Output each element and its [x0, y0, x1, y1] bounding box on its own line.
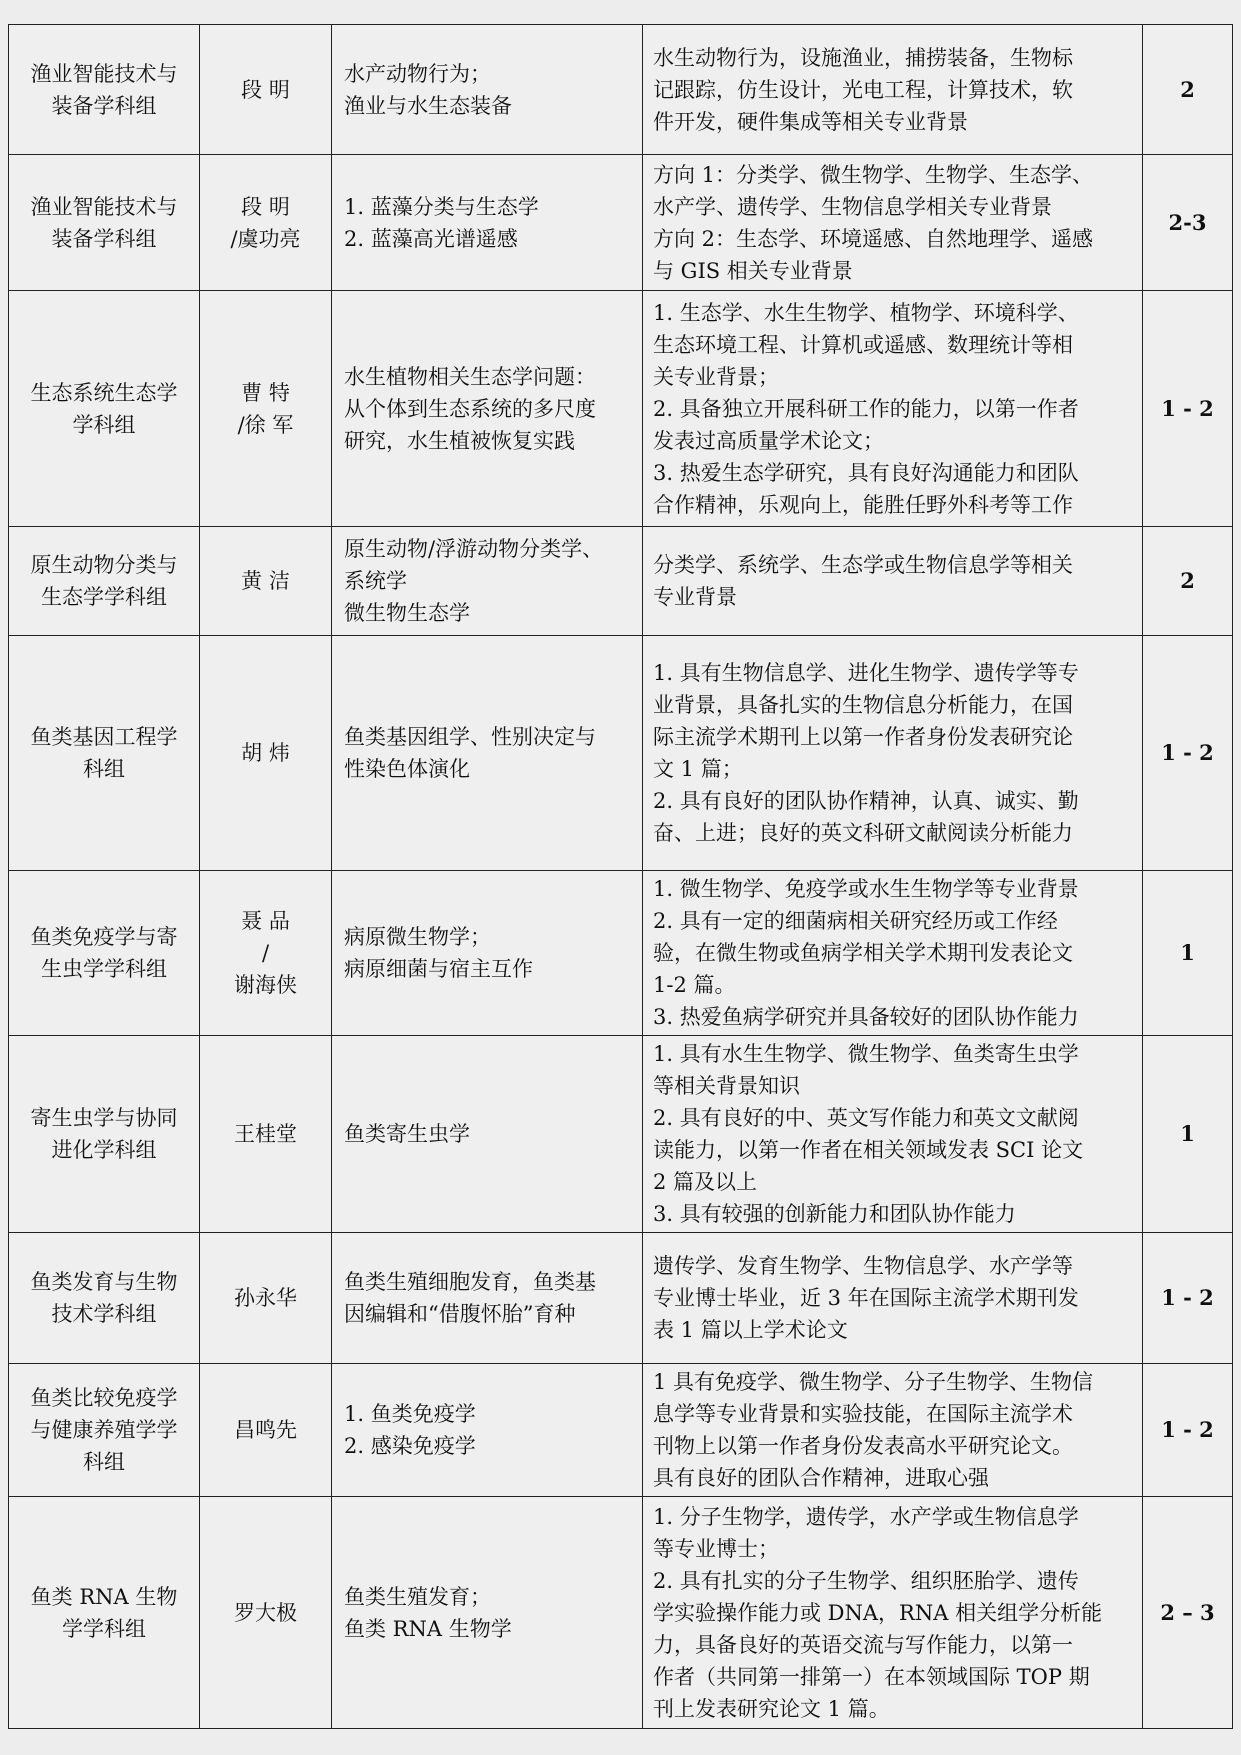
direction-cell: 鱼类生殖发育； 鱼类 RNA 生物学 [332, 1497, 643, 1729]
group-cell: 鱼类比较免疫学 与健康养殖学学 科组 [9, 1364, 200, 1497]
direction-cell: 鱼类生殖细胞发育，鱼类基 因编辑和“借腹怀胎”育种 [332, 1233, 643, 1364]
count-cell: 1 - 2 [1143, 1233, 1233, 1364]
requirement-cell: 1 具有免疫学、微生物学、分子生物学、生物信 息学等专业背景和实验技能，在国际主流学术 刊物上以第一作者身份发表高水平研究论文。 具有良好的团队合作精神，进取心强 [643, 1364, 1143, 1497]
table-row [9, 636, 1233, 871]
table-row [9, 1233, 1233, 1364]
requirement-cell: 方向 1：分类学、微生物学、生物学、生态学、 水产学、遗传学、生物信息学相关专业背景 方向 2：生态学、环境遥感、自然地理学、遥感 与 GIS 相关专业背景 [643, 155, 1143, 291]
recruitment-table-page [8, 24, 1232, 1721]
table-row [9, 1036, 1233, 1233]
group-cell: 鱼类 RNA 生物 学学科组 [9, 1497, 200, 1729]
tutor-cell: 聂 品 / 谢海侠 [200, 871, 332, 1036]
tutor-cell: 王桂堂 [200, 1036, 332, 1233]
table-row [9, 527, 1233, 636]
group-cell: 原生动物分类与 生态学学科组 [9, 527, 200, 636]
direction-cell: 鱼类寄生虫学 [332, 1036, 643, 1233]
recruitment-table [8, 24, 1233, 1729]
count-cell: 1 - 2 [1143, 636, 1233, 871]
count-cell: 2 [1143, 25, 1233, 155]
direction-cell: 1. 蓝藻分类与生态学 2. 蓝藻高光谱遥感 [332, 155, 643, 291]
group-cell: 寄生虫学与协同 进化学科组 [9, 1036, 200, 1233]
group-cell: 鱼类基因工程学 科组 [9, 636, 200, 871]
table-row [9, 25, 1233, 155]
direction-cell: 水生植物相关生态学问题： 从个体到生态系统的多尺度 研究，水生植被恢复实践 [332, 291, 643, 527]
requirement-cell: 1. 生态学、水生生物学、植物学、环境科学、 生态环境工程、计算机或遥感、数理统计等相 关专业背景； 2. 具备独立开展科研工作的能力，以第一作者 发表过高质量学术论文； 3. 热爱生态学研究，具有良好沟通能力和团队 合作精神，乐观向上，能胜任野外科考等工作 [643, 291, 1143, 527]
tutor-cell: 罗大极 [200, 1497, 332, 1729]
tutor-cell: 孙永华 [200, 1233, 332, 1364]
tutor-cell: 段 明 [200, 25, 332, 155]
requirement-cell: 1. 微生物学、免疫学或水生生物学等专业背景 2. 具有一定的细菌病相关研究经历或工作经 验，在微生物或鱼病学相关学术期刊发表论文 1-2 篇。 3. 热爱鱼病学研究并具备较好的团队协作能力 [643, 871, 1143, 1036]
count-cell: 2-3 [1143, 155, 1233, 291]
direction-cell: 1. 鱼类免疫学 2. 感染免疫学 [332, 1364, 643, 1497]
group-cell: 鱼类免疫学与寄 生虫学学科组 [9, 871, 200, 1036]
direction-cell: 原生动物/浮游动物分类学、 系统学 微生物生态学 [332, 527, 643, 636]
count-cell: 1 - 2 [1143, 1364, 1233, 1497]
group-cell: 鱼类发育与生物 技术学科组 [9, 1233, 200, 1364]
tutor-cell: 曹 特 /徐 军 [200, 291, 332, 527]
count-cell: 2 – 3 [1143, 1497, 1233, 1729]
group-cell: 渔业智能技术与 装备学科组 [9, 155, 200, 291]
requirement-cell: 水生动物行为，设施渔业，捕捞装备，生物标 记跟踪，仿生设计，光电工程，计算技术，软 件开发，硬件集成等相关专业背景 [643, 25, 1143, 155]
requirement-cell: 1. 具有水生生物学、微生物学、鱼类寄生虫学 等相关背景知识 2. 具有良好的中、英文写作能力和英文文献阅 读能力，以第一作者在相关领域发表 SCI 论文 2 篇及以上 3. 具有较强的创新能力和团队协作能力 [643, 1036, 1143, 1233]
count-cell: 1 [1143, 1036, 1233, 1233]
count-cell: 2 [1143, 527, 1233, 636]
count-cell: 1 - 2 [1143, 291, 1233, 527]
tutor-cell: 黄 洁 [200, 527, 332, 636]
direction-cell: 病原微生物学； 病原细菌与宿主互作 [332, 871, 643, 1036]
group-cell: 生态系统生态学 学科组 [9, 291, 200, 527]
table-row [9, 291, 1233, 527]
table-row [9, 871, 1233, 1036]
tutor-cell: 段 明 /虞功亮 [200, 155, 332, 291]
requirement-cell: 1. 分子生物学，遗传学，水产学或生物信息学 等专业博士； 2. 具有扎实的分子生物学、组织胚胎学、遗传 学实验操作能力或 DNA，RNA 相关组学分析能 力，具备良好的英语交流与写作能力，以第一 作者（共同第一排第一）在本领域国际 TOP 期 刊上发表研究论文 1 篇。 [643, 1497, 1143, 1729]
requirement-cell: 遗传学、发育生物学、生物信息学、水产学等 专业博士毕业，近 3 年在国际主流学术期刊发 表 1 篇以上学术论文 [643, 1233, 1143, 1364]
tutor-cell: 昌鸣先 [200, 1364, 332, 1497]
group-cell: 渔业智能技术与 装备学科组 [9, 25, 200, 155]
direction-cell: 鱼类基因组学、性别决定与 性染色体演化 [332, 636, 643, 871]
direction-cell: 水产动物行为； 渔业与水生态装备 [332, 25, 643, 155]
table-row [9, 1497, 1233, 1729]
table-row [9, 155, 1233, 291]
requirement-cell: 分类学、系统学、生态学或生物信息学等相关 专业背景 [643, 527, 1143, 636]
count-cell: 1 [1143, 871, 1233, 1036]
requirement-cell: 1. 具有生物信息学、进化生物学、遗传学等专 业背景，具备扎实的生物信息分析能力，在国 际主流学术期刊上以第一作者身份发表研究论 文 1 篇； 2. 具有良好的团队协作精神，认真、诚实、勤 奋、上进；良好的英文科研文献阅读分析能力 [643, 636, 1143, 871]
table-row [9, 1364, 1233, 1497]
tutor-cell: 胡 炜 [200, 636, 332, 871]
